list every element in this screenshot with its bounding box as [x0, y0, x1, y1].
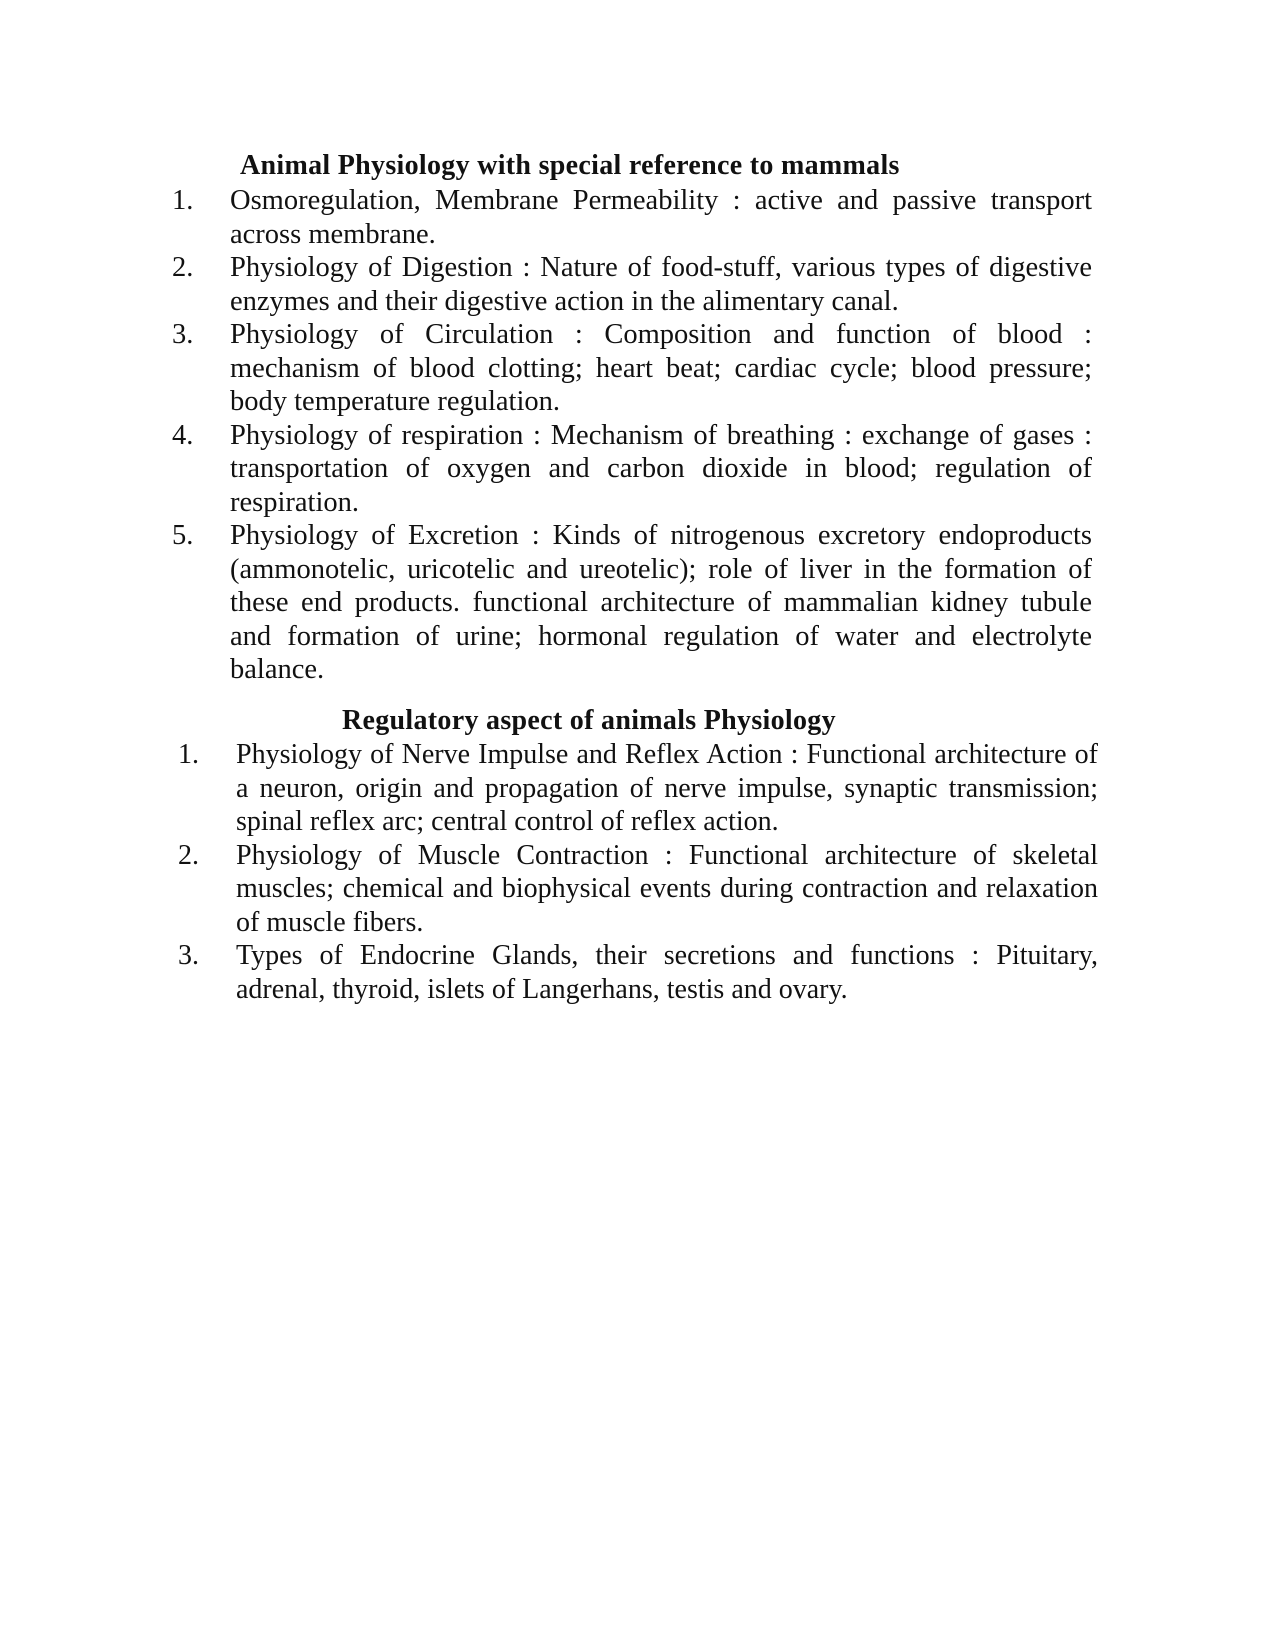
item-text: Physiology of respiration : Mechanism of breathing : exchange of gases : transportation of oxygen and carbon dioxide in blood; regulation of respiration.: [230, 419, 1092, 518]
section-heading-regulatory-physiology: Regulatory aspect of animals Physiology: [342, 705, 836, 736]
item-text: Physiology of Excretion : Kinds of nitrogenous excretory endoproducts (ammonotelic, uricotelic and ureotelic); role of liver in the formation of these end products. functional architecture of mammalian kidney tubule and formation of urine; hormonal regulation of water and electrolyte balance.: [230, 520, 1092, 685]
item-number: 4.: [172, 419, 194, 451]
item-number: 3.: [172, 319, 194, 350]
list-item: [178, 939, 1098, 1006]
list-item: [172, 184, 1092, 251]
section-heading-animal-physiology: Animal Physiology with special reference to mammals: [240, 150, 900, 181]
item-number: 2.: [172, 252, 194, 283]
item-number: 2.: [178, 839, 199, 871]
list-item: [172, 419, 1092, 520]
item-text: Physiology of Nerve Impulse and Reflex Action : Functional architecture of a neuron, origin and propagation of nerve impulse, synaptic transmission; spinal reflex arc; central control of reflex action.: [236, 739, 1098, 837]
item-number: 1.: [178, 739, 199, 770]
item-text: Types of Endocrine Glands, their secretions and functions : Pituitary, adrenal, thyroid, islets of Langerhans, testis and ovary.: [236, 940, 1098, 1005]
list-item: [172, 318, 1092, 419]
item-text: Physiology of Circulation : Composition and function of blood : mechanism of blood clotting; heart beat; cardiac cycle; blood pressure; body temperature regulation.: [230, 319, 1092, 417]
regulatory-physiology-topic-list: [178, 738, 1098, 1006]
item-text: Osmoregulation, Membrane Permeability : active and passive transport across membrane.: [230, 185, 1092, 250]
list-item: [178, 839, 1098, 940]
list-item: [172, 251, 1092, 318]
list-item: [178, 738, 1098, 839]
item-text: Physiology of Muscle Contraction : Functional architecture of skeletal muscles; chemical and biophysical events during contraction and relaxation of muscle fibers.: [236, 839, 1098, 938]
animal-physiology-topic-list: [172, 184, 1092, 687]
list-item: [172, 519, 1092, 687]
item-number: 5.: [172, 520, 194, 551]
item-number: 1.: [172, 185, 194, 216]
item-number: 3.: [178, 940, 199, 971]
item-text: Physiology of Digestion : Nature of food-stuff, various types of digestive enzymes and their digestive action in the alimentary canal.: [230, 252, 1092, 317]
